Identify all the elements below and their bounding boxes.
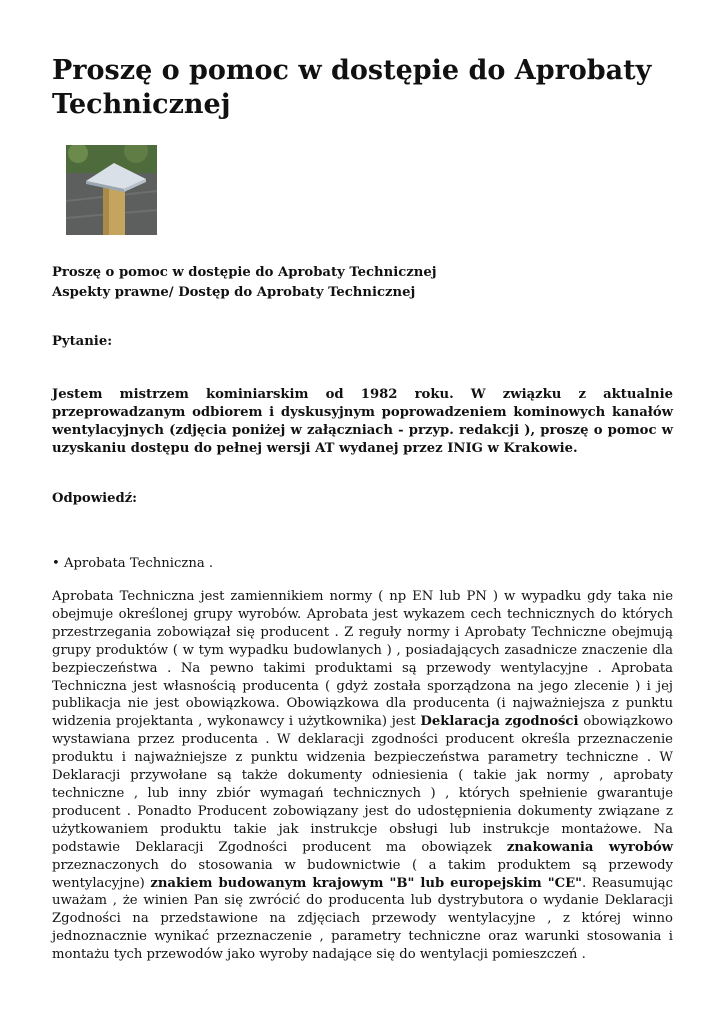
article-meta (52, 263, 673, 303)
article-subtitle: Proszę o pomoc w dostępie do Aprobaty Technicznej (52, 265, 437, 280)
page-title: Proszę o pomoc w dostępie do Aprobaty Technicznej (52, 55, 652, 120)
answer-label: Odpowiedź: (52, 491, 138, 506)
answer-text-3: przeznaczonych do stosowania w budownictwie ( a takim produktem są przewody wentylacyjne) (52, 857, 673, 891)
answer-bold-1: Deklaracja zgodności (420, 714, 579, 730)
chimney-vent-image (66, 145, 157, 235)
answer-body (52, 588, 673, 964)
answer-bold-3: znakiem budowanym krajowym "B" lub europejskim "CE" (150, 875, 583, 891)
article-thumbnail[interactable] (66, 145, 157, 235)
question-text: Jestem mistrzem kominiarskim od 1982 roku. W związku z aktualnie przeprowadzanym odbiorem i dyskusyjnym poprowadzeniem kominowych kanałów wentylacyjnych (zdjęcia poniżej w załączniach - przyp. redakcji ), proszę o pomoc w uzyskaniu dostępu do pełnej wersji AT wydanej przez INIG w Krakowie. (52, 387, 673, 456)
article-category: Aspekty prawne/ Dostęp do Aprobaty Technicznej (52, 285, 416, 300)
answer-bullet: • Aprobata Techniczna . (52, 556, 214, 571)
question-label: Pytanie: (52, 334, 113, 349)
answer-bold-2: znakowania wyrobów (506, 839, 673, 855)
answer-text-4: . Reasumując uważam , że winien Pan się zwrócić do producenta lub dystrybutora o wydanie Deklaracji Zgodności na przedstawione na zdjęciach przewody wentylacyjne , z której winno jednoznacznie wynikać przeznaczenie , parametry techniczne oraz warunki stosowania i montażu tych przewodów jako wyroby nadające się do wentylacji pomieszczeń . (52, 875, 673, 963)
answer-text-2: obowiązkowo wystawiana przez producenta . W deklaracji zgodności producent określa przeznaczenie produktu i najważniejsze z punktu widzenia bezpieczeństwa parametry techniczne . W Deklaracji przywołane są także dokumenty odniesienia ( takie jak normy , aprobaty techniczne , lub inny zbiór wymagań technicznych ) , których spełnienie gwarantuje producent . Ponadto Producent zobowiązany jest do udostępnienia dokumenty związane z użytkowaniem produktu takie jak instrukcje obsługi lub instrukcje montażowe. Na podstawie Deklaracji Zgodności producent ma obowiązek (52, 714, 673, 855)
answer-text-1: Aprobata Techniczna jest zamiennikiem normy ( np EN lub PN ) w wypadku gdy taka nie obejmuje określonej grupy wyrobów. Aprobata jest wykazem cech technicznych do których przestrzegania zobowiązał się producent . Z reguły normy i Aprobaty Techniczne obejmują grupy produktów ( w tym wypadku budowlanych ) , posiadających zasadnicze znaczenie dla bezpieczeństwa . Na pewno takimi produktami są przewody wentylacyjne . Aprobata Techniczna jest własnością producenta ( gdyż została sporządzona na jego zlecenie ) i jej publikacja nie jest obowiązkowa. Obowiązkowa dla producenta (i najważniejsza z punktu widzenia projektanta , wykonawcy i użytkownika) jest (52, 589, 673, 730)
